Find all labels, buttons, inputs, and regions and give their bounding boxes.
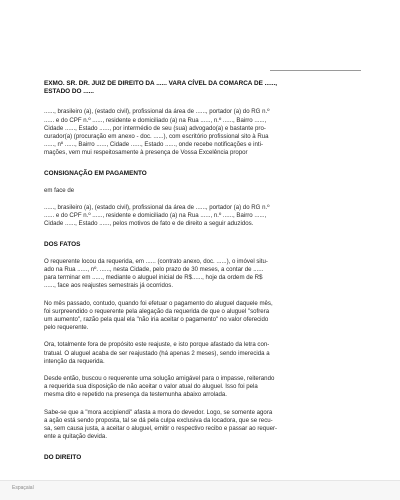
text-line: mesma dito e repetido na presença da testemunha abaixo arrolada. xyxy=(44,391,227,399)
text-line: ......, brasileiro (a), (estado civil), profissional da área de ......, portador (a) do RG n.º xyxy=(44,204,270,212)
text-line: ......, brasileiro (a), (estado civil), profissional da área de ......, portador (a) do RG n.º xyxy=(44,108,270,116)
text-line: em face de xyxy=(44,186,75,194)
court-address-heading xyxy=(44,80,364,96)
text-line: foi surpreendido o requerente pela alegação da requerida de que o aluguel "sofrera xyxy=(44,307,270,315)
text-line: ado na Rua ......, nº. ......, nesta Cidade, pelo prazo de 30 meses, a contar de ...... xyxy=(44,266,264,274)
text-line: Cidade ......, Estado ......, pelos motivos de fato e de direito a seguir aduzidos. xyxy=(44,220,254,228)
text-line: CONSIGNAÇÃO EM PAGAMENTO xyxy=(44,169,147,177)
text-line: DO DIREITO xyxy=(44,453,82,461)
text-line: ......, nº ......, Bairro ......, Cidade ......, Estado ......, onde recebe notificações e inti- xyxy=(44,141,263,149)
text-line: mações, vem mui respeitosamente à presença de Vossa Excelência propor xyxy=(44,149,248,157)
text-line: curador(a) (procuração em anexo - doc. ......), com escritório profissional sito à Rua xyxy=(44,133,269,141)
facts-paragraph-4 xyxy=(44,375,364,400)
text-line: sa, sem causa justa, a aceitar o aluguel, emitir o respectivo recibo e passar ao requer- xyxy=(44,425,278,433)
facts-paragraph-1 xyxy=(44,258,364,291)
text-line: pelo requerente. xyxy=(44,324,89,332)
text-line: intenção da requerida. xyxy=(44,357,105,365)
plaintiff-qualification-paragraph xyxy=(44,108,364,157)
text-line: Cidade ......, Estado ......, por intermédio de seu (sua) advogado(a) e bastante pro- xyxy=(44,124,266,132)
facts-section-heading xyxy=(44,241,364,249)
text-line: ...... e do CPF n.º ......, residente e domiciliado (a) na Rua ......, n.º ......, Bairro ......, xyxy=(44,212,267,220)
text-line: a requerida sua disposição de não aceitar o valor atual do aluguel. Isso foi pela xyxy=(44,383,258,391)
footer-label: Espaçaial xyxy=(12,485,34,491)
text-line: ...... e do CPF n.º ......, residente e domiciliado (a) na Rua ......, n.º ......, Bairro ......, xyxy=(44,116,267,124)
law-section-heading xyxy=(44,454,364,462)
text-line: Desde então, buscou o requerente uma solução amigável para o impasse, reiterando xyxy=(44,375,275,383)
text-line: EXMO. SR. DR. JUIZ DE DIREITO DA ...... VARA CÍVEL DA COMARCA DE ......, xyxy=(44,80,278,87)
in-face-of-text xyxy=(44,187,364,195)
text-line: DOS FATOS xyxy=(44,240,81,248)
facts-paragraph-3 xyxy=(44,341,364,366)
text-line: Sabe-se que a "mora accipiendi" afasta a mora do devedor. Logo, se somente agora xyxy=(44,408,273,416)
defendant-qualification-paragraph xyxy=(44,204,364,229)
action-title-heading xyxy=(44,170,364,178)
document-page xyxy=(12,0,388,470)
text-line: ESTADO DO ...... xyxy=(44,88,94,96)
text-line: tratual. O aluguel acaba de ser reajustado (há apenas 2 meses), sendo imerecida a xyxy=(44,349,270,357)
petition-body xyxy=(44,80,364,462)
text-line: ......, face aos reajustes semestrais já ocorridos. xyxy=(44,282,174,290)
facts-paragraph-2 xyxy=(44,300,364,333)
text-line: No mês passado, contudo, quando foi efetuar o pagamento do aluguel daquele mês, xyxy=(44,299,273,307)
header-signature-line xyxy=(270,70,361,71)
text-line: Ora, totalmente fora de propósito este reajuste, e isto porque afastado da letra con- xyxy=(44,341,270,349)
text-line: um aumento", razão pela qual ela "não iria aceitar o pagamento" no valor oferecido xyxy=(44,316,269,324)
text-line: a ação está sendo proposta, tal se dá pela culpa exclusiva da locadora, que se recu- xyxy=(44,416,273,424)
text-line: O requerente locou da requerida, em ...... (contrato anexo, doc. ......), o imóvel situ- xyxy=(44,257,268,265)
facts-paragraph-5 xyxy=(44,409,364,442)
text-line: para terminar em ......, mediante o aluguel inicial de R$......, hoje da ordem de R$ xyxy=(44,274,263,282)
text-line: ente a quitação devida. xyxy=(44,433,108,441)
footer-bar xyxy=(0,480,400,500)
